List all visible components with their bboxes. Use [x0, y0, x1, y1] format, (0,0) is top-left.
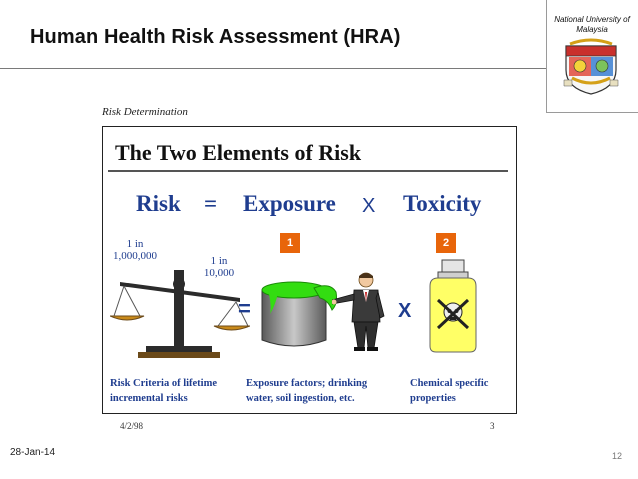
slide-heading: The Two Elements of Risk [115, 140, 362, 165]
title-divider [0, 68, 546, 69]
equation-toxicity: Toxicity [403, 191, 482, 216]
page-number: 12 [612, 451, 623, 461]
caption-chemical: Chemical specific properties [410, 378, 489, 404]
man-pointing-icon [332, 268, 388, 352]
equation-risk: Risk [136, 191, 181, 216]
equation-times: X [362, 195, 376, 217]
badge-toxicity: 2 [436, 233, 456, 253]
university-crest-icon [562, 36, 620, 96]
balance-scale-icon [110, 262, 250, 362]
slide-footer-date: 4/2/98 [120, 421, 144, 431]
slide-footer-page: 3 [490, 421, 495, 431]
odds-right: 1 in 10,000 [203, 255, 235, 279]
slide-label: Risk Determination [102, 106, 188, 118]
footer-date: 28-Jan-14 [10, 447, 56, 458]
chemical-drum-icon [258, 276, 340, 352]
heading-divider [108, 170, 508, 172]
poison-bottle-icon [424, 258, 482, 354]
badge-exposure: 1 [280, 233, 300, 253]
equals-symbol: = [238, 296, 251, 321]
page-title: Human Health Risk Assessment (HRA) [30, 26, 401, 48]
caption-exposure-factors: Exposure factors; drinking water, soil ingestion, etc. [246, 378, 368, 404]
equation-equals: = [204, 191, 218, 216]
university-name: National University of Malaysia [554, 15, 630, 34]
caption-risk-criteria: Risk Criteria of lifetime incremental risks [110, 378, 218, 404]
times-symbol: X [398, 300, 412, 322]
equation-exposure: Exposure [243, 191, 336, 216]
odds-left: 1 in 1,000,000 [113, 238, 157, 262]
